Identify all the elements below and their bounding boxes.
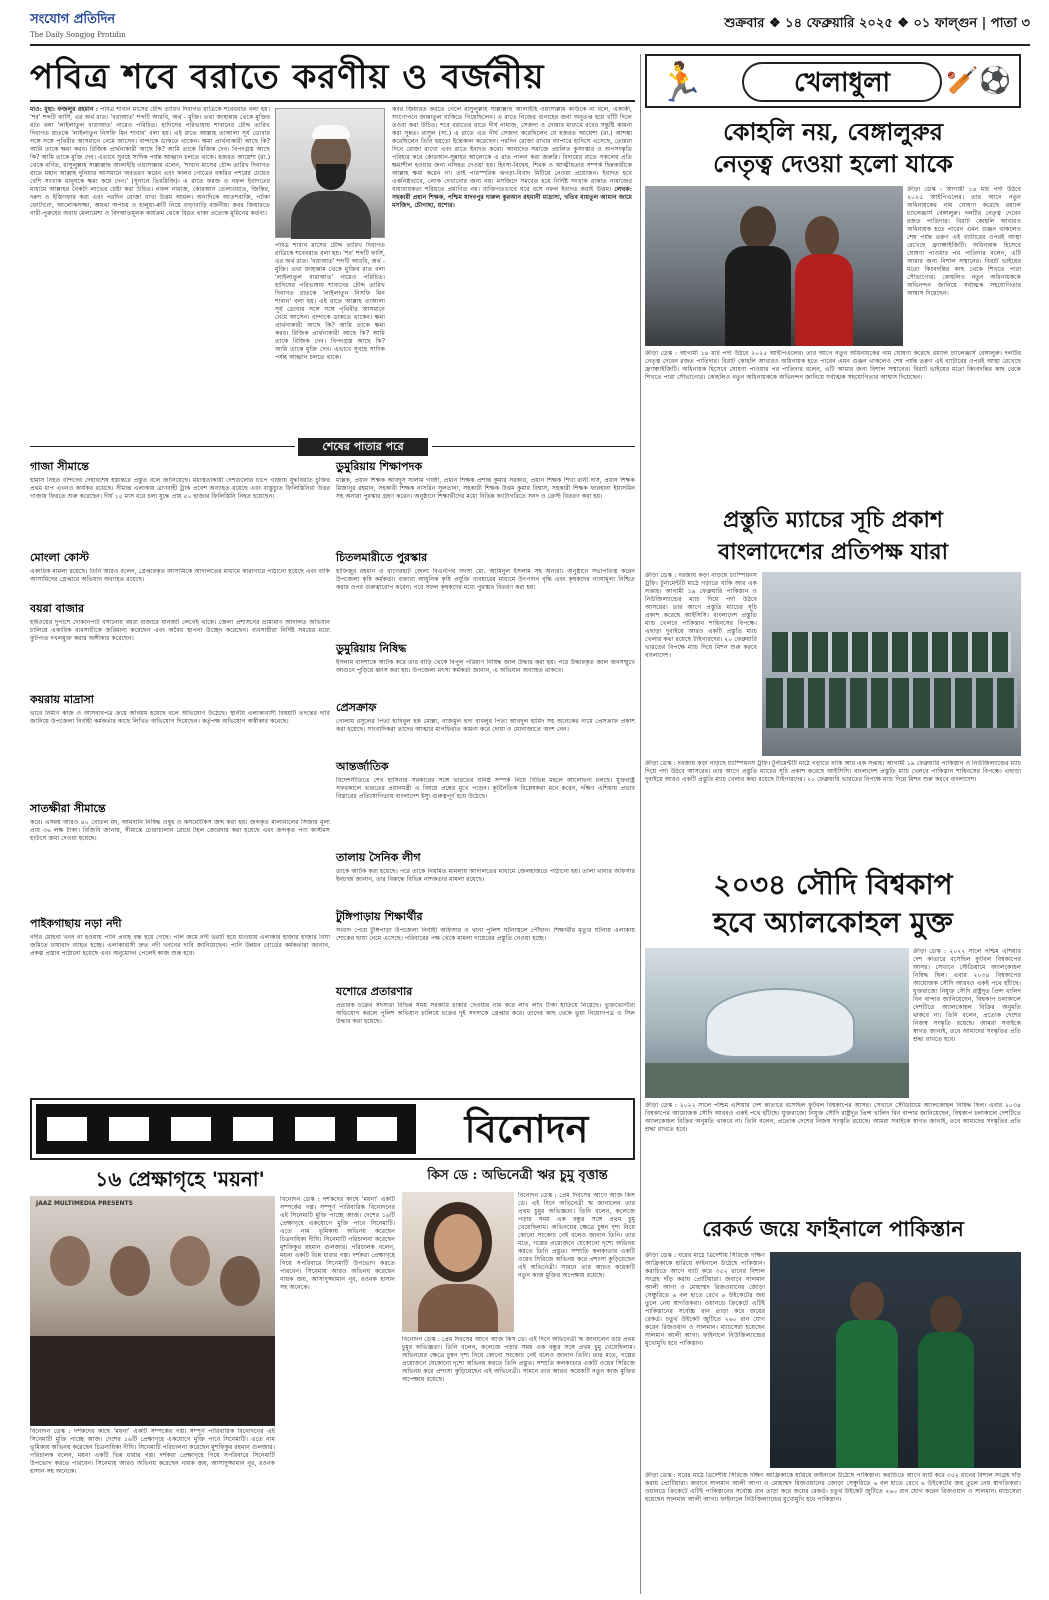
section-body: করে। এসময় আরও ৪০ বোতল মদ, আমদানি নিষিদ্ধ ওষুধ ও কসমেটিকস জব্দ করা হয়। জব্দকৃত মালামালের সিজার মূল্য প্রায় ৩৬ লক্ষ টাকা। বিজিবি জানায়, সীমান্তে চোরাচালান রোধে টহল জোরদার করা হয়েছে এবং জব্দকৃত পণ্য কাস্টমস হাউসে জমা দেওয়া হয়েছে। <box>30 819 330 842</box>
section-title: বয়রা বাজার <box>30 602 85 615</box>
paper-subtitle: The Daily Songjog Protidin <box>30 31 126 39</box>
divider <box>30 446 295 447</box>
masthead <box>30 8 1030 46</box>
paper-name: সংযোগ প্রতিদিন <box>30 12 116 27</box>
section-body: হাইওয়ের দুপাশে দোকানপাট বসানোয় বয়রা বাজারে যানজট লেগেই থাকে। জেলা প্রশাসনের ভ্রাম্যমাণ আদালত অভিযান চালিয়ে একাধিক ব্যবসায়ীকে জরিমানা করেছেন এবং অবৈধ স্থাপনা উচ্ছেদ করেছেন। ব্যবসায়ীরা নির্দিষ্ট সময়ের মধ্যে ফুটপাত দখলমুক্ত করার অঙ্গীকার করেছেন। <box>30 619 330 642</box>
sports-headline-2 <box>645 504 1021 568</box>
main-story-col3 <box>392 106 632 436</box>
bangladesh-team-photo <box>762 572 1021 756</box>
sports-body-2a: ক্রীড়া ডেস্ক : দরজায় কড়া নাড়ছে চ্যাম্পিয়নস ট্রফি। টুর্নামেন্টটি মাঠে গড়াতে বাকি আর এক সপ্তাহ। আগামী ১৯ ফেব্রুয়ারি পাকিস্তান ও নিউজিল্যান্ডের ম্যাচ দিয়ে পর্দা উঠবে আসরের। তার আগে প্রস্তুতি ম্যাচের সূচি প্রকাশ করেছে আইসিসি। বাংলাদেশ প্রস্তুতি ম্যাচ খেলবে পাকিস্তান শাহিনসের বিপক্ষে। এছাড়া দুবাইয়ে আরও একটি প্রস্তুতি ম্যাচ খেলার কথা রয়েছে টাইগারদের। ২০ ফেব্রুয়ারি ভারতের বিপক্ষে ম্যাচ দিয়ে মিশন শুরু করবে বাংলাদেশ। <box>645 572 757 659</box>
sports-body-4a: ক্রীড়া ডেস্ক : ঘরের মাঠে ত্রিদেশীয় সিরিজে দক্ষিণ আফ্রিকাকে হারিয়ে ফাইনালে উঠেছে পাকিস্তান। করাচিতে আগে ব্যাট করে ৩৫২ রানের বিশাল সংগ্রহ দাঁড় করায় প্রোটিয়ারা। জবাবে সালমান আলী আগা ও মোহাম্মদ রিজওয়ানের জোড়া সেঞ্চুরিতে ৬ বল হাতে রেখে ৬ উইকেটের জয় তুলে নেয় স্বাগতিকরা। ওয়ানডে ক্রিকেটে এটিই পাকিস্তানের সর্বোচ্চ রান তাড়া করে জয়ের রেকর্ড। চতুর্থ উইকেট জুটিতে ২৬০ রান যোগ করেন রিজওয়ান ও সালমান। ম্যাচসেরা হয়েছেন সালমান আলী আগা। ফাইনালে নিউজিল্যান্ডের মুখোমুখি হবে পাকিস্তান। <box>645 1252 765 1347</box>
sports-headline-4: রেকর্ড জয়ে ফাইনালে পাকিস্তান <box>702 1216 964 1241</box>
column-rule <box>640 54 641 1594</box>
sports-section-title: খেলাধুলা <box>742 62 942 102</box>
dateline: শুক্রবার ❖ ১৪ ফেব্রুয়ারি ২০২৫ ❖ ০১ ফাল্গুন | পাতা ৩ <box>724 16 1030 31</box>
sports-body-1b: ক্রীড়া ডেস্ক : আগামী ১৪ মার্চ পর্দা উঠবে ২০২৫ আইপিএলের। তার আগে নতুন অধিনায়কের নাম ঘোষণা করেছে রয়্যাল চ্যালেঞ্জার্স বেঙ্গালুরু। দলটির নেতৃত্ব দেবেন রজত পাতিদার। বিরাট কোহলি আবারও অধিনায়ক হতে পারেন এমন গুঞ্জন থাকলেও শেষ পর্যন্ত তরুণ এই ব্যাটারের ওপরই আস্থা রেখেছে ফ্র্যাঞ্চাইজিটি। অধিনায়ক হিসেবে ঘোষণা পাওয়ার পর পাতিদার বলেন, এটি আমার জন্য বিশাল সম্মানের। বিরাট ভাইয়ের মতো কিংবদন্তির কাছ থেকে শিখতে পারা সৌভাগ্যের। কোহলিও নতুন অধিনায়ককে অভিনন্দন জানিয়ে সর্বাত্মক সহযোগিতার আশ্বাস দিয়েছেন। <box>645 350 1021 381</box>
poster-text: JAAZ MULTIMEDIA PRESENTS <box>36 1200 133 1207</box>
section-body: হাফিজুর রহমান ও বাগেরহাট জেলা বিএনপির সদস্য মো. আমিনুল ইসলাম সহ অন্যরা। অনুষ্ঠানে সভাপতিত্ব করেন উপজেলা কৃষি কর্মকর্তা। বক্তারা আধুনিক কৃষি প্রযুক্তি ব্যবহারের মাধ্যমে উৎপাদন বৃদ্ধি এবং কৃষকদের ন্যায্যমূল্য নিশ্চিত করার ওপর গুরুত্বারোপ করেন। পরে সফল কৃষকদের মধ্যে পুরস্কার বিতরণ করা হয়। <box>336 568 635 591</box>
headline-line: নেতৃত্ব দেওয়া হলো যাকে <box>713 149 953 178</box>
left-news-column <box>30 458 330 1088</box>
section-title: ডুমুরিয়ায় শিক্ষাপদক <box>336 460 423 473</box>
newspaper-logo <box>30 10 126 39</box>
sports-headline-3 <box>645 866 1021 942</box>
sports-body-1a: ক্রীড়া ডেস্ক : আগামী ১৪ মার্চ পর্দা উঠবে ২০২৫ আইপিএলের। তার আগে নতুন অধিনায়কের নাম ঘোষণা করেছে রয়্যাল চ্যালেঞ্জার্স বেঙ্গালুরু। দলটির নেতৃত্ব দেবেন রজত পাতিদার। বিরাট কোহলি আবারও অধিনায়ক হতে পারেন এমন গুঞ্জন থাকলেও শেষ পর্যন্ত তরুণ এই ব্যাটারের ওপরই আস্থা রেখেছে ফ্র্যাঞ্চাইজিটি। অধিনায়ক হিসেবে ঘোষণা পাওয়ার পর পাতিদার বলেন, এটি আমার জন্য বিশাল সম্মানের। বিরাট ভাইয়ের মতো কিংবদন্তির কাছ থেকে শিখতে পারা সৌভাগ্যের। কোহলিও নতুন অধিনায়ককে অভিনন্দন জানিয়ে সর্বাত্মক সহযোগিতার আশ্বাস দিয়েছেন। <box>907 186 1021 297</box>
runner-icon: 🏃 <box>657 60 705 104</box>
section-title: সাতক্ষীরা সীমান্তে <box>30 802 106 815</box>
kohli-patidar-photo <box>645 186 903 346</box>
section-body: একাধিক মামলা রয়েছে। তিনি আরও বলেন, গ্রেপ্তারকৃত আসামিকে আদালতের মাধ্যমে কারাগারে পাঠানো হয়েছে এবং বাকি আসামিদের গ্রেপ্তারে অভিযান অব্যাহত রয়েছে। <box>30 568 330 583</box>
section-body: হামাস নিহত বন্দিদের দেহাবশেষ হস্তান্তরে প্রস্তুত বলে জানিয়েছে। মধ্যস্থতাকারী দেশগুলোর চাপে গাজায় যুদ্ধবিরতি চুক্তির প্রথম ধাপ এখনও কার্যকর রয়েছে। সীমান্ত এলাকায় ত্রাণবাহী ট্রাক প্রবেশ অব্যাহত রয়েছে এবং বাস্তুচ্যুত ফিলিস্তিনিরা উত্তর গাজায় ফিরতে শুরু করেছেন। দীর্ঘ ১৫ মাস ধরে চলা যুদ্ধে প্রায় ৫০ হাজার ফিলিস্তিনি নিহত হয়েছেন। <box>30 477 330 500</box>
section-body: ইসলাম বাদশাকে আটক করে তার বাড়ি থেকে বিপুল পরিমাণ নিষিদ্ধ জাল উদ্ধার করা হয়। পরে উদ্ধারকৃত জাল জনসম্মুখে আগুনে পুড়িয়ে ধ্বংস করা হয়। উপজেলা মৎস্য কর্মকর্তা জানান, এ অভিযান অব্যাহত থাকবে। <box>336 659 635 674</box>
section-title: কয়রায় মাদ্রাসা <box>30 693 94 706</box>
entertainment-body-1b: বিনোদন ডেস্ক : দর্শকদের কাছে 'ময়না' একটি সম্পর্কের গল্প। সম্পূর্ণ পারিবারিক বিনোদনের এই সিনেমাটি মুক্তি পাচ্ছে আজ। দেশের ১৬টি প্রেক্ষাগৃহে একযোগে মুক্তি পাবে সিনেমাটি। এতে নাম ভূমিকায় অভিনয় করেছেন চিত্রনায়িকা দীঘি। সিনেমাটি পরিচালনা করেছেন মুশফিকুর রহমান গুলজার। পরিচালক বলেন, ময়না একটি ভিন্ন ধারার গল্প। দর্শকরা প্রেক্ষাগৃহে গিয়ে সপরিবারে সিনেমাটি উপভোগ করতে পারবেন। সিনেমায় আরও অভিনয় করেছেন নায়ক জয়, আসাদুজ্জামান নূর, রওনক হাসান সহ অনেকে। <box>280 1196 395 1291</box>
sports-body-3b: ক্রীড়া ডেস্ক : ২০২২ সালে পশ্চিম এশিয়ার দেশ কাতারে বসেছিল ফুটবল বিশ্বকাপের আসর। সেখানে স্টেডিয়ামে অ্যালকোহল নিষিদ্ধ ছিল। এবার ২০৩৪ বিশ্বকাপের আয়োজক সৌদি আরবও একই পথে হাঁটছে। যুক্তরাজ্যে নিযুক্ত সৌদি রাষ্ট্রদূত প্রিন্স খালিদ বিন বান্দার জানিয়েছেন, বিশ্বকাপ চলাকালে দেশটিতে অ্যালকোহল বিক্রির অনুমতি থাকবে না। তিনি বলেন, প্রত্যেক দেশের নিজস্ব সংস্কৃতি রয়েছে। আমরা সবাইকে স্বাগত জানাই, তবে আমাদের সংস্কৃতির প্রতি শ্রদ্ধা রাখতে হবে। <box>645 1102 1021 1133</box>
entertainment-banner <box>30 1098 635 1160</box>
section-body: নদীর মোহনা খনন না হওয়ায় পানি প্রবাহ বন্ধ হয়ে গেছে। পলি জমে নদী ভরাট হয়ে যাওয়ায় এলাকার হাজার হাজার বিঘা জমিতে চাষাবাদ ব্যাহত হচ্ছে। এলাকাবাসী দ্রুত নদী খননের দাবি জানিয়েছেন। পানি উন্নয়ন বোর্ডের কর্মকর্তারা জানান, প্রকল্প প্রস্তাব পাঠানো হয়েছে এবং অনুমোদন পেলেই কাজ শুরু হবে। <box>30 934 330 957</box>
entertainment-section-title: বিনোদন <box>464 1106 589 1151</box>
middle-news-column <box>336 458 635 1088</box>
author-note: লেখক: সহকারী প্রধান শিক্ষক, পশ্চিম যাদবপুর দারুল কুরআন রহমানী মাদ্রাসা, খতিব বায়তুল আমান জামে মসজিদ, চৌগাছা, যশোর। <box>392 186 632 209</box>
section-title: ডুমুরিয়ায় নিষিদ্ধ <box>336 642 407 655</box>
byline: মাও: মুহা: ফজলুর রহমান : <box>30 106 99 113</box>
section-title: আন্তর্জাতিক <box>336 760 389 773</box>
headline-line: ২০৩৪ সৌদি বিশ্বকাপ <box>713 868 953 901</box>
headline-line: প্রস্তুতি ম্যাচের সূচি প্রকাশ <box>723 507 943 533</box>
actress-photo <box>402 1192 514 1332</box>
sports-balls-icon: 🏏⚽ <box>946 66 1011 96</box>
main-story-col1 <box>30 106 270 436</box>
sports-body-2b: ক্রীড়া ডেস্ক : দরজায় কড়া নাড়ছে চ্যাম্পিয়নস ট্রফি। টুর্নামেন্টটি মাঠে গড়াতে বাকি আর এক সপ্তাহ। আগামী ১৯ ফেব্রুয়ারি পাকিস্তান ও নিউজিল্যান্ডের ম্যাচ দিয়ে পর্দা উঠবে আসরের। তার আগে প্রস্তুতি ম্যাচের সূচি প্রকাশ করেছে আইসিসি। বাংলাদেশ প্রস্তুতি ম্যাচ খেলবে পাকিস্তান শাহিনসের বিপক্ষে। এছাড়া দুবাইয়ে আরও একটি প্রস্তুতি ম্যাচ খেলার কথা রয়েছে টাইগারদের। ২০ ফেব্রুয়ারি ভারতের বিপক্ষে ম্যাচ দিয়ে মিশন শুরু করবে বাংলাদেশ। <box>645 760 1021 783</box>
main-story-body-b: হজরত আয়েশা (রা.) থেকে বর্ণিত, রাসুলুল্লাহ সাল্লাল্লাহু আলাইহি ওয়াসাল্লাম বলেন, 'শাবান মাসের চৌদ্দ তারিখ দিবাগত রাতে মহান আল্লাহ দুনিয়ার আসমানে অবতরণ করেন এবং কালব গোত্রের বকরির পশমের চেয়েও বেশি সংখ্যক মানুষকে ক্ষমা করে দেন।' (সুনানে তিরমিজি)। এ রাতে ফরজ ও নফল ইবাদতের মাধ্যমে আল্লাহর নৈকট্য লাভের চেষ্টা করা উচিত। নফল নামাজ, কোরআন তেলাওয়াত, জিকির, দরুদ ও ইস্তিগফার করা এবং পরদিন রোজা রাখা উত্তম আমল। অন্যদিকে আতশবাজি, পটকা ফোটানো, আলোকসজ্জা, অযথা অপচয় ও হালুয়া-রুটি নিয়ে বাড়াবাড়ি বর্জনীয়। কবর জিয়ারতে নারী-পুরুষের অবাধ মেলামেশা ও বিদআতমূলক কার্যক্রম থেকে বিরত থাকা প্রত্যেক মুমিনের কর্তব্য। <box>30 154 270 217</box>
section-body: গোলাম রসুলের পিতা হাবিবুল হক মোল্লা, নাজমুল হুদা বাবলুর পিতা আবদুল হামিদ সহ অনেকের নামে প্রেসক্রাফ প্রকাশ করা হয়েছে। সাংবাদিকরা তাদের আত্মার মাগফিরাত কামনা করে দোয়া ও মোনাজাতে অংশ নেন। <box>336 718 635 733</box>
saudi-stadium-photo <box>645 948 909 1098</box>
headline-rule <box>30 100 635 102</box>
main-story-body-c: কবর জিয়ারত করতে গেলে রাসুলুল্লাহ সাল্লাল্লাহু আলাইহি ওয়াসাল্লাম কাউকে না বলে, একাকী, সংগোপনে জান্নাতুল বাকিতে গিয়েছিলেন। এ রাতে নিজের গুনাহের জন্য অনুতপ্ত হয়ে খাঁটি দিলে তওবা করা উচিত। শবে বরাতের রাতে দীর্ঘ নামাজ, সেজদা ও দোয়ার মাধ্যমে রবের সন্তুষ্টি কামনা করা সুন্নত। রাসুল (সা.) এ রাতে এত দীর্ঘ সেজদা করেছিলেন যে হজরত আয়েশা (রা.) আশঙ্কা করেছিলেন তিনি হয়তো ইন্তেকাল করেছেন। পরদিন রোজা রাখার ব্যাপারে হাদিসে এসেছে, তোমরা দিনে রোজা রাখো এবং রাতে ইবাদত করো। আমাদের সমাজে প্রচলিত কুসংস্কার ও অপসংস্কৃতি পরিহার করে কোরআন-সুন্নাহর আলোকে এ রাত পালন করা জরুরি। <box>392 106 632 161</box>
main-story-body-a: পবিত্র শাবান মাসের চৌদ্দ তারিখ দিবাগত রাত্রিকে শবেবরাত বলা হয়। 'শব' শব্দটি ফার্সি, এর অর্থ রাত। 'বরাআত' শব্দটি আরবি, অর্থ - মুক্তি। তথা জাহান্নাম থেকে মুক্তির রাত বলা 'লাইলাতুল বারাআত' নামেও পরিচিত। হাদিসের পরিভাষায় শাবানের চৌদ্দ তারিখ দিবাগত রাতকে 'লাইলাতুন নিসফি মিন শাবান' বলা হয়। এই রাতে আল্লাহ তাআলা সূর্য ডোবার সঙ্গে সঙ্গে পৃথিবীর আসমানে নেমে আসেন। বান্দাকে ডাকতে থাকেন। ক্ষমা প্রার্থনাকারী আছে কি? আমি তাকে ক্ষমা করব। রিজিক প্রার্থনাকারী আছে কি? আমি তাকে রিজিক দেব। বিপদগ্রস্ত আছে কি? আমি তাকে মুক্তি দেব। এভাবে সুবহে সাদিক পর্যন্ত আহ্বান চলতে থাকে। <box>30 106 270 161</box>
headline-line: কোহলি নয়, বেঙ্গালুরুর <box>723 117 943 146</box>
rizwan-salman-photo <box>770 1252 1021 1468</box>
section-body: বিদেশনীতিতে শেখ হাসিনার সরকারের সঙ্গে ভারতের ঘনিষ্ঠ সম্পর্ক নিয়ে বিভিন্ন মহলে আলোচনা চলছে। যুক্তরাষ্ট্র সফরকালে ভারতের প্রধানমন্ত্রী এ বিষয়ে প্রশ্নের মুখে পড়েন। কূটনৈতিক বিশ্লেষকরা মনে করেন, দক্ষিণ এশিয়ায় প্রভাব বিস্তারের প্রতিযোগিতায় বাংলাদেশ ইস্যু গুরুত্বপূর্ণ হয়ে উঠেছে। <box>336 777 635 800</box>
sports-body-3a: ক্রীড়া ডেস্ক : ২০২২ সালে পশ্চিম এশিয়ার দেশ কাতারে বসেছিল ফুটবল বিশ্বকাপের আসর। সেখানে স্টেডিয়ামে অ্যালকোহল নিষিদ্ধ ছিল। এবার ২০৩৪ বিশ্বকাপের আয়োজক সৌদি আরবও একই পথে হাঁটছে। যুক্তরাজ্যে নিযুক্ত সৌদি রাষ্ট্রদূত প্রিন্স খালিদ বিন বান্দার জানিয়েছেন, বিশ্বকাপ চলাকালে দেশটিতে অ্যালকোহল বিক্রির অনুমতি থাকবে না। তিনি বলেন, প্রত্যেক দেশের নিজস্ব সংস্কৃতি রয়েছে। আমরা সবাইকে স্বাগত জানাই, তবে আমাদের সংস্কৃতির প্রতি শ্রদ্ধা রাখতে হবে। <box>913 948 1021 1043</box>
main-story-col2: পবিত্র শাবান মাসের চৌদ্দ তারিখ দিবাগত রাত্রিকে শবেবরাত বলা হয়। 'শব' শব্দটি ফার্সি, এর অর্থ রাত। 'বরাআত' শব্দটি আরবি, অর্থ - মুক্তি। তথা জাহান্নাম থেকে মুক্তির রাত বলা 'লাইলাতুল বারাআত' নামেও পরিচিত। হাদিসের পরিভাষায় শাবানের চৌদ্দ তারিখ দিবাগত রাতকে 'লাইলাতুন নিসফি মিন শাবান' বলা হয়। এই রাতে আল্লাহ তাআলা সূর্য ডোবার সঙ্গে সঙ্গে পৃথিবীর আসমানে নেমে আসেন। বান্দাকে ডাকতে থাকেন। ক্ষমা প্রার্থনাকারী আছে কি? আমি তাকে ক্ষমা করব। রিজিক প্রার্থনাকারী আছে কি? আমি তাকে রিজিক দেব। বিপদগ্রস্ত আছে কি? আমি তাকে মুক্তি দেব। এভাবে সুবহে সাদিক পর্যন্ত আহ্বান চলতে থাকে। <box>275 242 385 361</box>
sports-body-4b: ক্রীড়া ডেস্ক : ঘরের মাঠে ত্রিদেশীয় সিরিজে দক্ষিণ আফ্রিকাকে হারিয়ে ফাইনালে উঠেছে পাকিস্তান। করাচিতে আগে ব্যাট করে ৩৫২ রানের বিশাল সংগ্রহ দাঁড় করায় প্রোটিয়ারা। জবাবে সালমান আলী আগা ও মোহাম্মদ রিজওয়ানের জোড়া সেঞ্চুরিতে ৬ বল হাতে রেখে ৬ উইকেটের জয় তুলে নেয় স্বাগতিকরা। ওয়ানডে ক্রিকেটে এটিই পাকিস্তানের সর্বোচ্চ রান তাড়া করে জয়ের রেকর্ড। চতুর্থ উইকেট জুটিতে ২৬০ রান যোগ করেন রিজওয়ান ও সালমান। ম্যাচসেরা হয়েছেন সালমান আলী আগা। ফাইনালে নিউজিল্যান্ডের মুখোমুখি হবে পাকিস্তান। <box>645 1472 1021 1503</box>
section-title: তালায় সৈনিক লীগ <box>336 851 421 864</box>
moyna-press-photo <box>30 1196 275 1426</box>
film-strip-graphic <box>36 1104 416 1154</box>
section-title: চিতলমারীতে পুরস্কার <box>336 551 428 564</box>
section-title: যশোরে প্রতারণার <box>336 985 413 998</box>
entertainment-headline-1: ১৬ প্রেক্ষাগৃহে 'ময়না' <box>95 1167 265 1191</box>
section-body: মল্লিক, প্রধান শিক্ষক আবদুস সালাম গাজী, প্রধান শিক্ষক প্রশান্ত কুমার সরকার, প্রধান শিক্ষক শিখা রানী দাস, প্রধান শিক্ষক মিজানুর রহমান, সহকারী শিক্ষক নাসরিন সুলতানা, সহকারী শিক্ষক উত্তম কুমার বিশ্বাস, সহকারী শিক্ষক ফারহানা ইয়াসমিন সহ অন্যরা পুরস্কার গ্রহণ করেন। অনুষ্ঠানে শিক্ষার্থীদের মধ্যে বিভিন্ন ক্যাটাগরিতে সনদ ও ক্রেস্ট বিতরণ করা হয়। <box>336 477 635 500</box>
headline-line: হবে অ্যালকোহল মুক্ত <box>713 906 953 939</box>
section-title: মোংলা কোস্ট <box>30 551 90 564</box>
divider <box>432 446 635 447</box>
sports-headline-1 <box>645 116 1021 180</box>
entertainment-headline-2: কিস ডে : অভিনেত্রী ঋর চুমু বৃত্তান্ত <box>427 1168 608 1183</box>
section-title: প্রেসক্রাফ <box>336 701 377 714</box>
continued-banner: শেষের পাতার পরে <box>298 438 428 456</box>
section-title: টুঙ্গিপাড়ায় শিক্ষার্থীর <box>336 910 423 923</box>
main-headline: পবিত্র শবে বরাতে করণীয় ও বর্জনীয় <box>30 57 545 97</box>
entertainment-body-2a: বিনোদন ডেস্ক : প্রেম দিবসের আগে আজ কিস ডে। এই দিনে অভিনেত্রী ঋ জানালেন তার প্রথম চুমুর অভিজ্ঞতা। তিনি বলেন, কলেজে পড়ার সময় এক বন্ধুর সঙ্গে প্রথম চুমু খেয়েছিলাম। অভিনয়ের ক্ষেত্রে চুম্বন দৃশ্য নিয়ে কোনো সংকোচ নেই বলেও জানান তিনি। তার মতে, গল্পের প্রয়োজনে যেকোনো দৃশ্যে অভিনয় করতে তিনি প্রস্তুত। সম্প্রতি কলকাতার একটি ওয়েব সিরিজে অভিনয় করে প্রশংসা কুড়িয়েছেন এই অভিনেত্রী। সামনে তার আরও কয়েকটি নতুন কাজ মুক্তির অপেক্ষায় রয়েছে। <box>518 1192 635 1279</box>
main-story-body-d: বিদায়ের রাতে সকলের প্রতি ক্ষমাশীল হওয়ার জন্য নসিহত দেওয়া হয়। হিংসা-বিদ্বেষ, শিরক ও আত্মীয়তার সম্পর্ক ছিন্নকারীকে আল্লাহ ক্ষমা করেন না। তাই পারস্পরিক ঝগড়া-বিবাদ মিটিয়ে নেওয়া প্রয়োজন। ইবাদত হবে একনিষ্ঠভাবে, লোক দেখানোর জন্য নয়। মসজিদে সমবেত হয়ে নির্দিষ্ট সংখ্যক রাকাত নামাজের বাধ্যবাধকতা শরিয়তে প্রমাণিত নয়। ব্যক্তিগতভাবে ঘরে বসে নফল ইবাদত করাই উত্তম। <box>392 154 632 193</box>
section-body: তাকে আটক করা হয়েছে। পরে তাকে নিয়মিত মামলায় আদালতের মাধ্যমে জেলহাজতে পাঠানো হয়। তালা থানার অফিসার ইনচার্জ জানান, তার বিরুদ্ধে বিভিন্ন নাশকতার মামলা রয়েছে। <box>336 868 635 883</box>
section-body: সংবাদ পেয়ে টুঙ্গিপাড়া উপজেলা নির্বাহী অফিসার ও থানা পুলিশ ঘটনাস্থলে পৌঁছান। শিক্ষার্থীর মৃত্যুর ঘটনায় এলাকায় শোকের ছায়া নেমে এসেছে। পরিবারের পক্ষ থেকে মামলা দায়েরের প্রস্তুতি নেওয়া হচ্ছে। <box>336 927 635 942</box>
section-title: গাজা সীমান্তে <box>30 460 89 473</box>
headline-line: বাংলাদেশের প্রতিপক্ষ যারা <box>717 539 949 565</box>
sports-banner <box>645 54 1021 108</box>
author-portrait <box>275 108 385 238</box>
section-body: প্রতারক চক্রের সদস্যরা বিভিন্ন সময় সরকারি চাকরি দেওয়ার নাম করে লাখ লাখ টাকা হাতিয়ে নিয়েছে। ভুক্তভোগীরা অভিযোগ করলে পুলিশ অভিযান চালিয়ে চক্রের দুই সদস্যকে গ্রেপ্তার করে। তাদের কাছ থেকে ভুয়া নিয়োগপত্র ও সিল উদ্ধার করা হয়েছে। <box>336 1002 635 1025</box>
entertainment-body-2b: বিনোদন ডেস্ক : প্রেম দিবসের আগে আজ কিস ডে। এই দিনে অভিনেত্রী ঋ জানালেন তার প্রথম চুমুর অভিজ্ঞতা। তিনি বলেন, কলেজে পড়ার সময় এক বন্ধুর সঙ্গে প্রথম চুমু খেয়েছিলাম। অভিনয়ের ক্ষেত্রে চুম্বন দৃশ্য নিয়ে কোনো সংকোচ নেই বলেও জানান তিনি। তার মতে, গল্পের প্রয়োজনে যেকোনো দৃশ্যে অভিনয় করতে তিনি প্রস্তুত। সম্প্রতি কলকাতার একটি ওয়েব সিরিজে অভিনয় করে প্রশংসা কুড়িয়েছেন এই অভিনেত্রী। সামনে তার আরও কয়েকটি নতুন কাজ মুক্তির অপেক্ষায় রয়েছে। <box>402 1336 635 1383</box>
entertainment-body-1a: বিনোদন ডেস্ক : দর্শকদের কাছে 'ময়না' একটি সম্পর্কের গল্প। সম্পূর্ণ পারিবারিক বিনোদনের এই সিনেমাটি মুক্তি পাচ্ছে আজ। দেশের ১৬টি প্রেক্ষাগৃহে একযোগে মুক্তি পাবে সিনেমাটি। এতে নাম ভূমিকায় অভিনয় করেছেন চিত্রনায়িকা দীঘি। সিনেমাটি পরিচালনা করেছেন মুশফিকুর রহমান গুলজার। পরিচালক বলেন, ময়না একটি ভিন্ন ধারার গল্প। দর্শকরা প্রেক্ষাগৃহে গিয়ে সপরিবারে সিনেমাটি উপভোগ করতে পারবেন। সিনেমায় আরও অভিনয় করেছেন নায়ক জয়, আসাদুজ্জামান নূর, রওনক হাসান সহ অনেকে। <box>30 1428 275 1475</box>
section-body: ভাবে নির্মাণ কাজ ও আসবাবপত্র ক্রয়ে অনিয়ম হয়েছে বলে অভিযোগ উঠেছে। স্থানীয় এলাকাবাসী বিষয়টি তদন্তের দাবি জানিয়ে উপজেলা নির্বাহী কর্মকর্তার কাছে লিখিত অভিযোগ দিয়েছেন। কর্তৃপক্ষ অভিযোগ অস্বীকার করেছে। <box>30 710 330 725</box>
section-title: পাইকগাছায় নড়া নদী <box>30 917 122 930</box>
